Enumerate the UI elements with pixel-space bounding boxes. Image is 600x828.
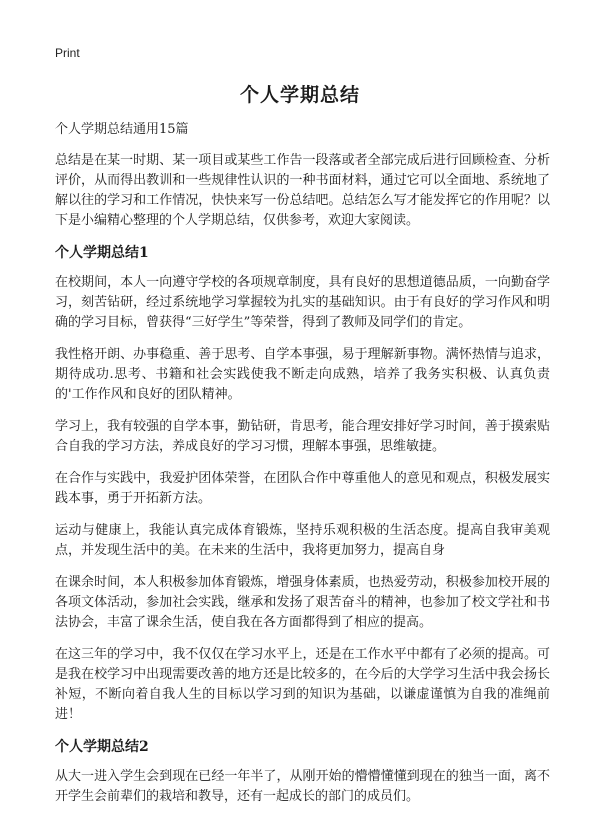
section-1 <box>55 243 550 725</box>
section-paragraph: 在课余时间，本人积极参加体育锻炼，增强身体素质，也热爱劳动，积极参加校开展的各项文体活动，参加社会实践，继承和发扬了艰苦奋斗的精神，也参加了校文学社和书法协会，丰富了课余生活，使自我在各方面都得到了相应的提高。 <box>55 575 550 630</box>
section-heading: 个人学期总结1 <box>55 245 149 261</box>
article-subtitle: 个人学期总结通用15篇 <box>55 122 189 137</box>
section-paragraph: 从大一进入学生会到现在已经一年半了，从刚开始的懵懵懂懂到现在的独当一面，离不开学生会前辈们的栽培和教导，还有一起成长的部门的成员们。 <box>55 769 550 804</box>
section-paragraph: 运动与健康上，我能认真完成体育锻炼，坚持乐观积极的生活态度。提高自我审美观点，并发现生活中的美。在未来的生活中，我将更加努力，提高自身 <box>55 523 550 558</box>
intro-paragraph: 总结是在某一时期、某一项目或某些工作告一段落或者全部完成后进行回顾检查、分析评价，从而得出教训和一些规律性认识的一种书面材料，通过它可以全面地、系统地了解以往的学习和工作情况，快快来写一份总结吧。总结怎么写才能发挥它的作用呢？以下是小编精心整理的个人学期总结，仅供参考，欢迎大家阅读。 <box>55 153 550 228</box>
section-paragraph: 在校期间，本人一向遵守学校的各项规章制度，具有良好的思想道德品质，一向勤奋学习，刻苦钻研，经过系统地学习掌握较为扎实的基础知识。由于有良好的学习作风和明确的学习目标，曾获得“三好学生”等荣誉，得到了教师及同学们的肯定。 <box>55 275 550 330</box>
page-title: 个人学期总结 <box>239 84 360 106</box>
section-paragraph: 学习上，我有较强的自学本事，勤钻研，肯思考，能合理安排好学习时间，善于摸索贴合自我的学习方法，养成良好的学习习惯，理解本事强，思维敏捷。 <box>55 419 550 454</box>
section-paragraph: 在这三年的学习中，我不仅仅在学习水平上，还是在工作水平中都有了必须的提高。可是我在校学习中出现需要改善的地方还是比较多的，在今后的大学学习生活中我会扬长补短，不断向着自我人生的目标以学习到的知识为基础，以谦虚谨慎为自我的准绳前进！ <box>55 647 550 722</box>
article-body <box>55 121 550 819</box>
section-paragraph: 我性格开朗、办事稳重、善于思考、自学本事强，易于理解新事物。满怀热情与追求，期待成功.思考、书籍和社会实践使我不断走向成熟，培养了我务实积极、认真负责的'工作作风和良好的团队精神。 <box>55 347 550 402</box>
section-heading: 个人学期总结2 <box>55 739 149 755</box>
print-link[interactable]: Print <box>55 46 80 60</box>
section-paragraph: 在合作与实践中，我爱护团体荣誉，在团队合作中尊重他人的意见和观点，积极发展实践本事，勇于开拓新方法。 <box>55 471 550 506</box>
section-2 <box>55 737 550 807</box>
